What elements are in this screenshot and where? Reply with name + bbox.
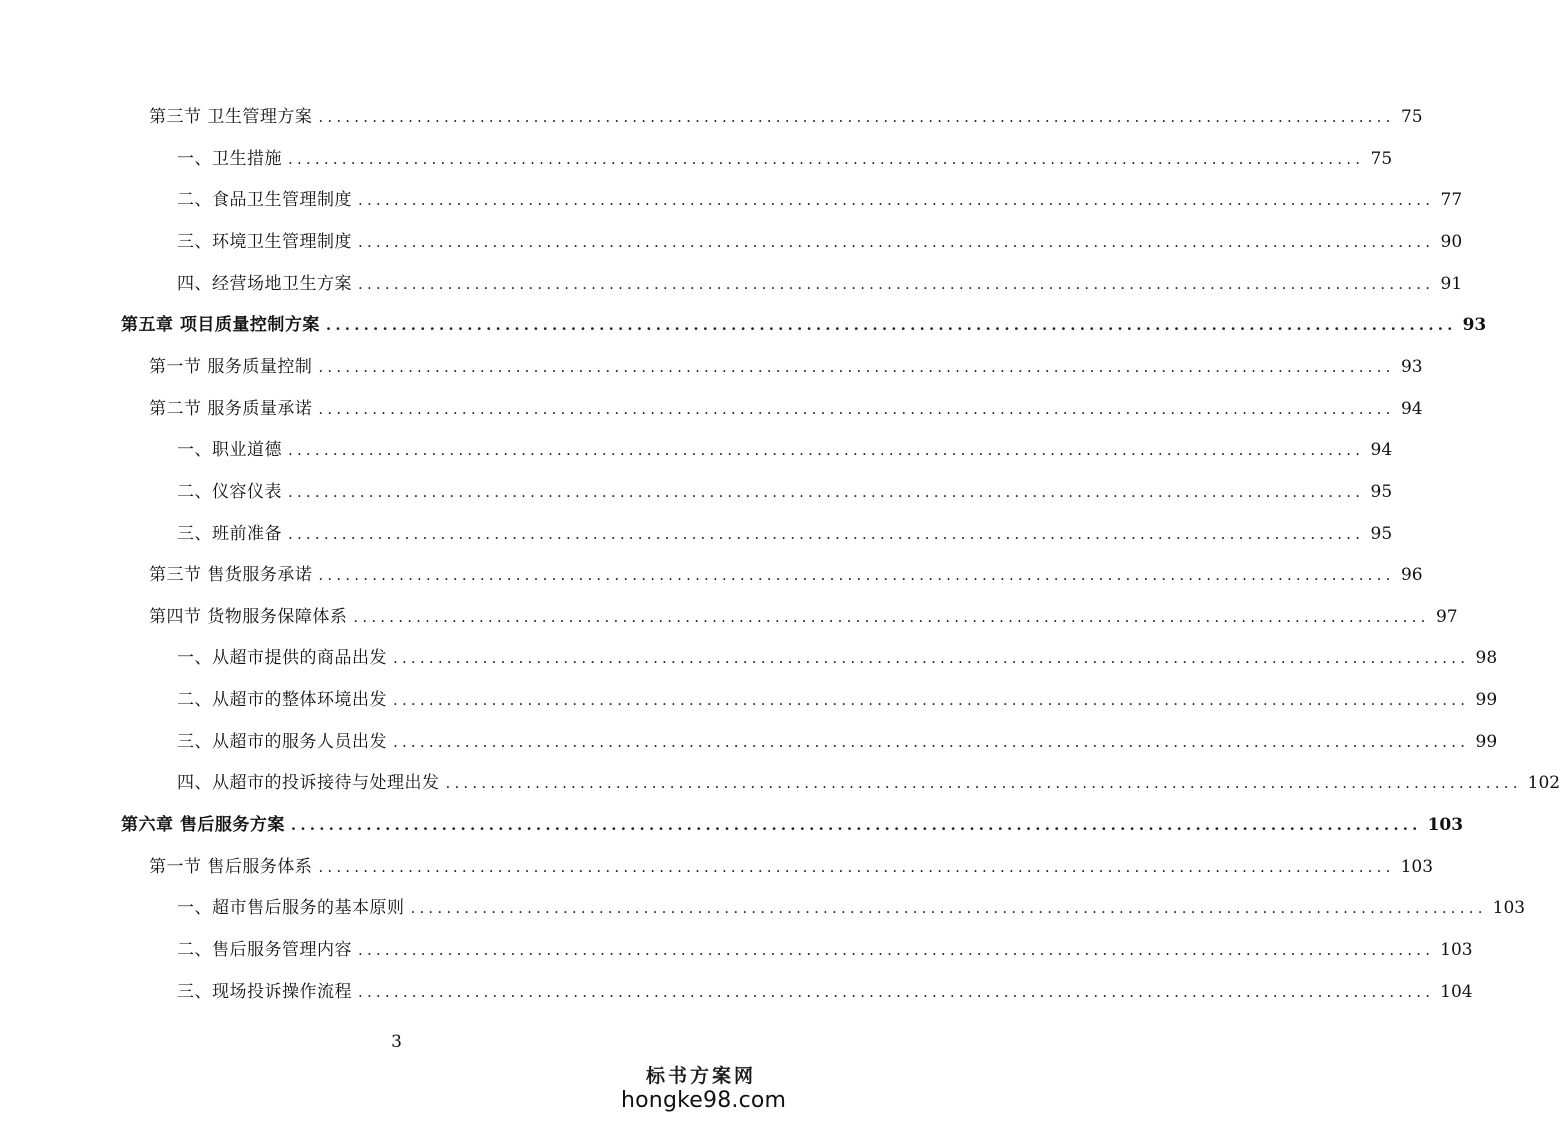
page-number: 3 bbox=[391, 1032, 402, 1052]
toc-entry-title: 二、从超市的整体环境出发 bbox=[177, 690, 387, 711]
toc-entry-item[interactable] bbox=[177, 643, 1498, 673]
toc-entry-section[interactable] bbox=[149, 352, 1423, 382]
toc-entry-page: 103 bbox=[1440, 940, 1473, 960]
watermark-brand: 标书方案网 bbox=[645, 1065, 756, 1087]
toc-entry-page: 93 bbox=[1400, 356, 1423, 377]
toc-entry-page: 95 bbox=[1370, 523, 1393, 544]
toc-entry-page: 75 bbox=[1400, 107, 1423, 127]
toc-entry-title: 三、班前准备 bbox=[177, 523, 282, 544]
toc-entry-title: 第三节 售货服务承诺 bbox=[149, 565, 313, 586]
toc-dot-leader: ........................................................................................................................ bbox=[358, 982, 1435, 1001]
toc-entry-section[interactable] bbox=[149, 602, 1458, 632]
toc-entry-title: 一、职业道德 bbox=[177, 440, 282, 461]
toc-dot-leader: ........................................................................................................................ bbox=[353, 607, 1430, 626]
toc-dot-leader: ........................................................................................................................ bbox=[290, 816, 1422, 835]
toc-entry-item[interactable] bbox=[177, 935, 1473, 965]
toc-entry-section[interactable] bbox=[149, 102, 1423, 132]
toc-dot-leader: ........................................................................................................................ bbox=[358, 232, 1435, 251]
toc-entry-title: 二、售后服务管理内容 bbox=[177, 940, 352, 960]
toc-entry-title: 四、经营场地卫生方案 bbox=[177, 273, 352, 294]
toc-dot-leader: ........................................................................................................................ bbox=[358, 941, 1435, 959]
toc-dot-leader: ........................................................................................................................ bbox=[318, 108, 1395, 126]
toc-entry-title: 第五章 项目质量控制方案 bbox=[121, 315, 320, 336]
toc-entry-item[interactable] bbox=[177, 727, 1498, 757]
toc-entry-page: 94 bbox=[1370, 440, 1393, 461]
toc-dot-leader: ........................................................................................................................ bbox=[410, 899, 1487, 918]
toc-entry-item[interactable] bbox=[177, 435, 1393, 465]
toc-dot-leader: ........................................................................................................................ bbox=[393, 691, 1470, 710]
toc-dot-leader: ........................................................................................................................ bbox=[288, 482, 1365, 501]
toc-entry-page: 99 bbox=[1475, 731, 1498, 752]
toc-entry-title: 一、卫生措施 bbox=[177, 148, 282, 169]
toc-dot-leader: ........................................................................................................................ bbox=[318, 566, 1395, 585]
toc-dot-leader: ........................................................................................................................ bbox=[393, 732, 1470, 751]
toc-entry-title: 三、从超市的服务人员出发 bbox=[177, 731, 387, 752]
toc-dot-leader: ........................................................................................................................ bbox=[358, 274, 1435, 293]
toc-entry-section[interactable] bbox=[149, 852, 1434, 882]
toc-entry-title: 二、仪容仪表 bbox=[177, 481, 282, 502]
toc-dot-leader: ........................................................................................................................ bbox=[318, 357, 1395, 376]
toc-entry-page: 91 bbox=[1440, 273, 1463, 294]
toc-entry-item[interactable] bbox=[177, 977, 1473, 1007]
toc-dot-leader: ........................................................................................................................ bbox=[288, 441, 1365, 460]
toc-entry-item[interactable] bbox=[177, 685, 1498, 715]
toc-entry-item[interactable] bbox=[177, 893, 1526, 923]
toc-entry-title: 二、食品卫生管理制度 bbox=[177, 190, 352, 211]
toc-dot-leader: ........................................................................................................................ bbox=[325, 316, 1457, 335]
toc-entry-title: 三、环境卫生管理制度 bbox=[177, 231, 352, 252]
watermark bbox=[621, 1064, 787, 1114]
toc-entry-page: 90 bbox=[1440, 231, 1463, 252]
toc-entry-chapter[interactable] bbox=[121, 310, 1487, 340]
toc-entry-title: 第三节 卫生管理方案 bbox=[149, 107, 313, 127]
toc-entry-section[interactable] bbox=[149, 394, 1423, 424]
toc-entry-item[interactable] bbox=[177, 144, 1393, 174]
toc-dot-leader: ........................................................................................................................ bbox=[318, 399, 1395, 418]
toc-entry-page: 75 bbox=[1370, 148, 1393, 169]
toc-entry-section[interactable] bbox=[149, 560, 1423, 590]
toc-entry-item[interactable] bbox=[177, 768, 1560, 798]
toc-entry-title: 第一节 服务质量控制 bbox=[149, 356, 313, 377]
toc-dot-leader: ........................................................................................................................ bbox=[358, 191, 1435, 210]
toc-entry-item[interactable] bbox=[177, 269, 1463, 299]
toc-entry-page: 98 bbox=[1475, 648, 1498, 669]
toc-dot-leader: ........................................................................................................................ bbox=[288, 149, 1365, 168]
toc-entry-item[interactable] bbox=[177, 477, 1393, 507]
toc-entry-page: 94 bbox=[1400, 398, 1423, 419]
toc-dot-leader: ........................................................................................................................ bbox=[393, 649, 1470, 668]
toc-entry-title: 第六章 售后服务方案 bbox=[121, 815, 285, 836]
toc-entry-title: 第一节 售后服务体系 bbox=[149, 856, 313, 877]
toc-entry-page: 104 bbox=[1440, 981, 1473, 1002]
toc-entry-title: 第二节 服务质量承诺 bbox=[149, 398, 313, 419]
toc-entry-title: 一、超市售后服务的基本原则 bbox=[177, 898, 405, 919]
toc-entry-page: 97 bbox=[1435, 606, 1458, 627]
watermark-url: hongke98.com bbox=[621, 1088, 787, 1113]
toc-entry-chapter[interactable] bbox=[121, 810, 1464, 840]
toc-entry-page: 103 bbox=[1400, 856, 1434, 877]
toc-entry-page: 77 bbox=[1440, 190, 1463, 211]
toc-entry-title: 第四节 货物服务保障体系 bbox=[149, 606, 348, 627]
toc-entry-title: 三、现场投诉操作流程 bbox=[177, 981, 352, 1002]
toc-entry-title: 一、从超市提供的商品出发 bbox=[177, 648, 387, 669]
toc-entry-title: 四、从超市的投诉接待与处理出发 bbox=[177, 773, 440, 794]
toc-entry-item[interactable] bbox=[177, 185, 1463, 215]
toc-entry-page: 96 bbox=[1400, 565, 1423, 586]
toc-entry-page: 103 bbox=[1492, 898, 1526, 919]
toc-entry-page: 103 bbox=[1427, 815, 1464, 836]
toc-dot-leader: ........................................................................................................................ bbox=[288, 524, 1365, 543]
toc-entry-page: 99 bbox=[1475, 690, 1498, 711]
toc-entry-item[interactable] bbox=[177, 227, 1463, 257]
toc-entry-page: 93 bbox=[1462, 315, 1487, 336]
toc-entry-item[interactable] bbox=[177, 519, 1393, 549]
toc-entry-page: 95 bbox=[1370, 481, 1393, 502]
toc-entry-page: 102 bbox=[1527, 773, 1560, 794]
toc-dot-leader: ........................................................................................................................ bbox=[318, 857, 1395, 876]
toc-dot-leader: ........................................................................................................................ bbox=[445, 774, 1522, 793]
